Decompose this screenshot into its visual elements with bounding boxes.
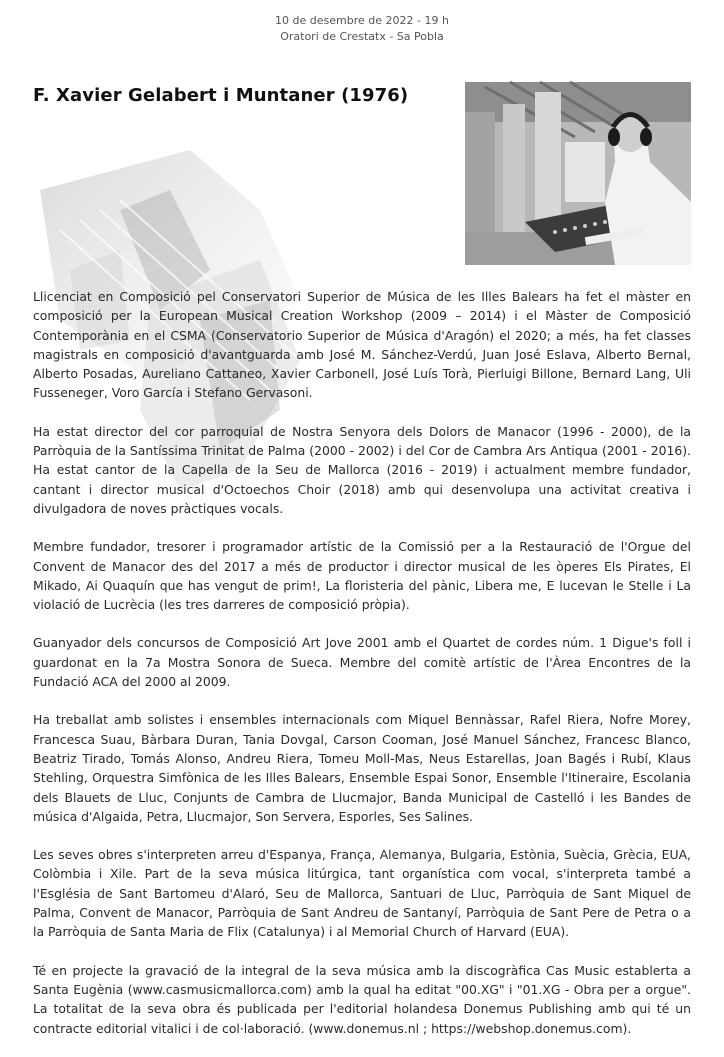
biography-paragraph: Llicenciat en Composició pel Conservatori Superior de Música de les Illes Balears ha fet el màster en composició per la European Musical Creation Workshop (2009 – 2014) i el Màster de Composició Contemporània en el CSMA (Conservatorio Superior de Música d'Aragón) el 2020; a més, ha fet classes magistrals en composició d'avantguarda amb José M. Sánchez-Verdú, Juan José Eslava, Alberto Bernal, Alberto Posadas, Aureliano Cattaneo, Xavier Carbonell, José Luís Torà, Pierluigi Billone, Bernard Lang, Uli Fusseneger, Voro García i Stefano Gervasoni. [33, 289, 691, 401]
event-date: 10 de desembre de 2022 - 19 h [275, 14, 449, 27]
biography-paragraph: Les seves obres s'interpreten arreu d'Espanya, França, Alemanya, Bulgaria, Estònia, Suècia, Grècia, EUA, Colòmbia i Xile. Part de la seva música litúrgica, tant organística com vocal, s'interpreta també a l'Església de Sant Bartomeu d'Alaró, Seu de Mallorca, Santuari de Lluc, Parròquia de Sant Miquel de Palma, Convent de Manacor, Parròquia de Sant Andreu de Santanyí, Parròquia de Sant Pere de Petra o a la Parròquia de Santa Maria de Flix (Catalunya) i al Memorial Church of Harvard (EUA). [33, 847, 691, 940]
biography-text [33, 287, 691, 1057]
event-venue: Oratori de Crestatx - Sa Pobla [280, 30, 444, 43]
biography-paragraph: Ha treballat amb solistes i ensembles internacionals com Miquel Bennàssar, Rafel Riera, Nofre Morey, Francesca Suau, Bàrbara Duran, Tania Dovgal, Carson Cooman, José Manuel Sánchez, Francesc Blanco, Beatriz Tirado, Tomás Alonso, Andreu Riera, Tomeu Moll-Mas, Neus Estarellas, Joan Bagés i Rubí, Klaus Stehling, Orquestra Simfònica de les Illes Balears, Ensemble Espai Sonor, Ensemble l'Itineraire, Escolania dels Blauets de Lluc, Conjunts de Cambra de Llucmajor, Banda Municipal de Castelló i les Bandes de música d'Algaida, Petra, Llucmajor, Son Servera, Esporles, Ses Salines. [33, 712, 691, 824]
event-header [0, 13, 724, 45]
composer-photo [465, 82, 691, 265]
page-title: F. Xavier Gelabert i Muntaner (1976) [33, 85, 409, 106]
biography-paragraph: Ha estat director del cor parroquial de Nostra Senyora dels Dolors de Manacor (1996 - 2000), de la Parròquia de la Santíssima Trinitat de Palma (2000 - 2002) i del Cor de Cambra Ars Antiqua (2001 - 2016). Ha estat cantor de la Capella de la Seu de Mallorca (2016 - 2019) i actualment membre fundador, cantant i director musical d'Octoechos Choir (2018) amb qui desenvolupa una activitat creativa i divulgadora de noves pràctiques vocals. [33, 423, 691, 516]
biography-paragraph: Guanyador dels concursos de Composició Art Jove 2001 amb el Quartet de cordes núm. 1 Digue's foll i guardonat en la 7a Mostra Sonora de Sueca. Membre del comitè artístic de l'Àrea Encontres de la Fundació ACA del 2000 al 2009. [33, 635, 691, 690]
biography-paragraph: Té en projecte la gravació de la integral de la seva música amb la discogràfica Cas Music establerta a Santa Eugènia (www.casmusicmallorca.com) amb la qual ha editat "00.XG" i "01.XG - Obra per a orgue". La totalitat de la seva obra és publicada per l'editorial holandesa Donemus Publishing amb qui té un contracte editorial vitalici i de col·laboració. (www.donemus.nl ; https://webshop.donemus.com). [33, 962, 691, 1036]
biography-paragraph: Membre fundador, tresorer i programador artístic de la Comissió per a la Restauració de l'Orgue del Convent de Manacor des del 2017 a més de productor i director musical de les òperes Els Pirates, El Mikado, Ai Quaquín que has vengut de prim!, La floristeria del pànic, Libera me, E lucevan le Stelle i La violació de Lucrècia (les tres darreres de composició pròpia). [33, 539, 691, 613]
